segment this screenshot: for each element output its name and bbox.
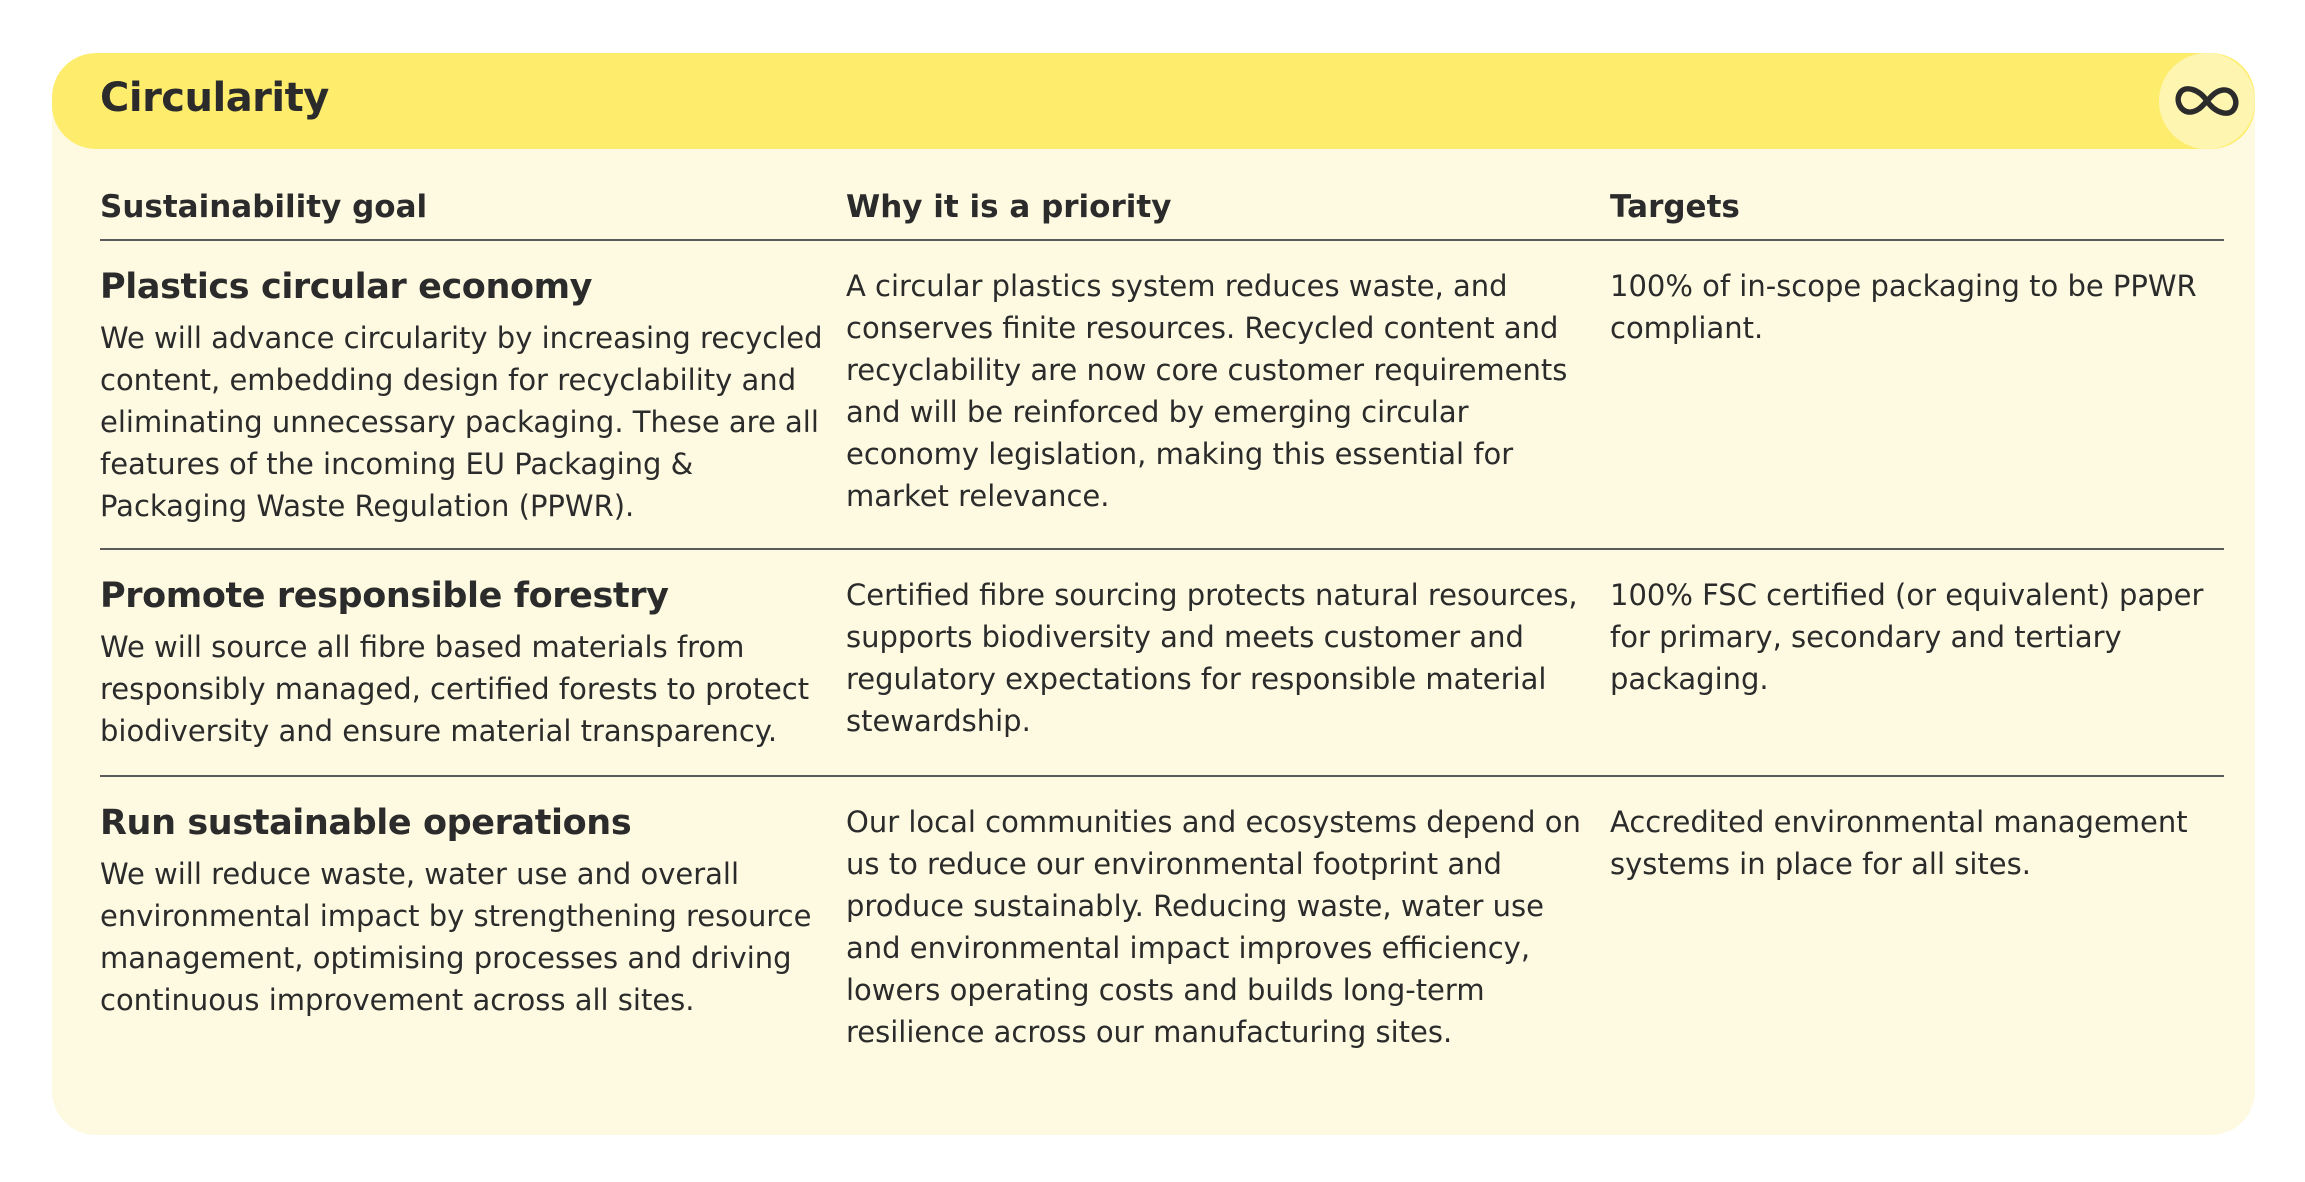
column-header-goal: Sustainability goal	[100, 189, 428, 225]
table-row	[100, 550, 2224, 777]
goal-description: We will advance circularity by increasing recycled content, embedding design for recyclability and eliminating unnecessary packaging. These are all features of the incoming EU Packaging & Packaging Waste Regulation (PPWR).	[100, 321, 823, 523]
goal-cell	[100, 574, 830, 752]
column-header-priority: Why it is a priority	[846, 189, 1172, 225]
goals-table	[100, 149, 2224, 1097]
table-header-row	[100, 149, 2224, 241]
target-cell: 100% FSC certified (or equivalent) paper for primary, secondary and tertiary packaging.	[1610, 578, 2204, 696]
header-bar	[52, 53, 2255, 149]
circularity-card	[52, 53, 2255, 1135]
target-cell: Accredited environmental management systems in place for all sites.	[1610, 805, 2188, 881]
priority-cell: Certified fibre sourcing protects natural resources, supports biodiversity and meets customer and regulatory expectations for responsible material stewardship.	[846, 578, 1578, 738]
goal-description: We will source all fibre based materials from responsibly managed, certified forests to protect biodiversity and ensure material transparency.	[100, 630, 810, 748]
goal-cell	[100, 265, 830, 527]
column-header-targets: Targets	[1610, 189, 1740, 225]
table-row	[100, 241, 2224, 550]
priority-cell: A circular plastics system reduces waste, and conserves finite resources. Recycled content and recyclability are now core customer requirements and will be reinforced by emerging circular economy legislation, making this essential for market relevance.	[846, 269, 1568, 513]
infinity-badge	[2159, 53, 2255, 149]
goal-cell	[100, 801, 830, 1021]
page-title: Circularity	[100, 75, 329, 121]
goal-title: Promote responsible forestry	[100, 576, 669, 616]
target-cell: 100% of in-scope packaging to be PPWR compliant.	[1610, 269, 2197, 345]
table-row	[100, 777, 2224, 1097]
goal-title: Run sustainable operations	[100, 803, 632, 843]
priority-cell: Our local communities and ecosystems depend on us to reduce our environmental footprint and produce sustainably. Reducing waste, water use and environmental impact improves efficiency, lowers operating costs and builds long-term resilience across our manufacturing sites.	[846, 805, 1581, 1049]
goal-title: Plastics circular economy	[100, 267, 593, 307]
goal-description: We will reduce waste, water use and overall environmental impact by strengthening resource management, optimising processes and driving continuous improvement across all sites.	[100, 857, 812, 1017]
infinity-icon	[2171, 79, 2243, 123]
